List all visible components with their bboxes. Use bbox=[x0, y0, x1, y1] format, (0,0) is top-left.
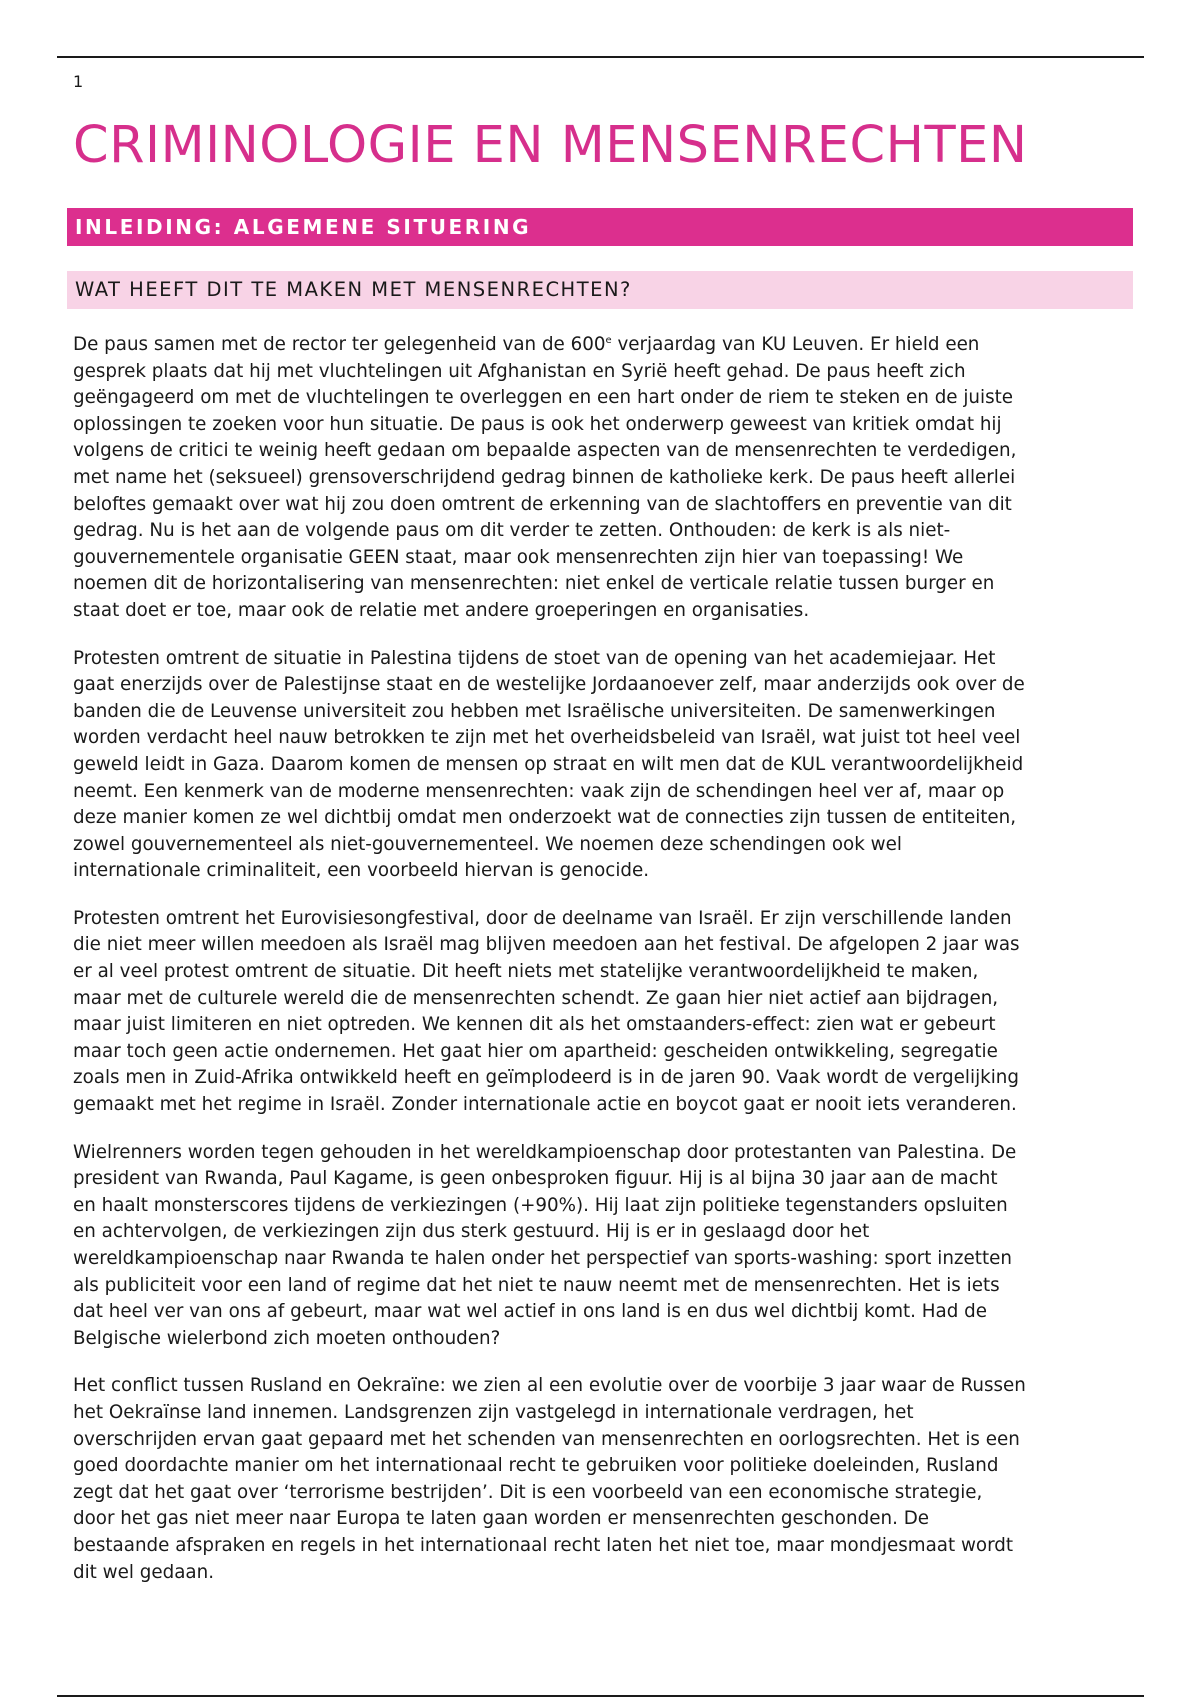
paragraph-line: oplossingen te zoeken voor hun situatie. De paus is ook het onderwerp geweest van kritiek omdat hij bbox=[73, 413, 1002, 435]
paragraph-line: met name het (seksueel) grensoverschrijdend gedrag binnen de katholieke kerk. De paus heeft allerlei bbox=[73, 466, 1016, 488]
top-rule bbox=[57, 56, 1144, 58]
section-heading: INLEIDING: ALGEMENE SITUERING bbox=[67, 208, 1133, 246]
page-number: 1 bbox=[73, 72, 84, 91]
paragraph-line: dat heel ver van ons af gebeurt, maar wat wel actief in ons land is en dus wel dichtbij komt. Had de bbox=[73, 1301, 988, 1323]
paragraph-line: volgens de critici te weinig heeft gedaan om bepaalde aspecten van de mensenrechten te verdedigen, bbox=[73, 440, 1017, 462]
paragraph-line: gedrag. Nu is het aan de volgende paus om dit verder te zetten. Onthouden: de kerk is als niet- bbox=[73, 520, 951, 542]
paragraph-eurovisie bbox=[73, 906, 1148, 1119]
paragraph-line: Protesten omtrent de situatie in Palestina tijdens de stoet van de opening van het academiejaar. Het bbox=[73, 647, 996, 669]
paragraph-line: goed doordachte manier om het internationaal recht te gebruiken voor politieke doeleinden, Rusland bbox=[73, 1455, 999, 1477]
paragraph-line: banden die de Leuvense universiteit zou hebben met Israëlische universiteiten. De samenwerkingen bbox=[73, 700, 996, 722]
paragraph-paus bbox=[73, 332, 1148, 625]
paragraph-line: president van Rwanda, Paul Kagame, is geen onbesproken figuur. Hij is al bijna 30 jaar aan de macht bbox=[73, 1168, 998, 1190]
paragraph-line: overschrijden ervan gaat gepaard met het schenden van mensenrechten en oorlogsrechten. Het is een bbox=[73, 1428, 1020, 1450]
paragraph-line: maar met de culturele wereld die de mensenrechten schendt. Ze gaan hier niet actief aan bijdragen, bbox=[73, 987, 999, 1009]
bottom-rule bbox=[57, 1695, 1144, 1697]
paragraph-line: staat doet er toe, maar ook de relatie met andere groeperingen en organisaties. bbox=[73, 599, 810, 621]
paragraph-line: neemt. Een kenmerk van de moderne mensenrechten: vaak zijn de schendingen heel ver af, maar op bbox=[73, 780, 1005, 802]
paragraph-line: maar juist limiteren en niet optreden. We kennen dit als het omstaanders-effect: zien wat er gebeurt bbox=[73, 1014, 996, 1036]
paragraph-line: worden verdacht heel nauw betrokken te zijn met het overheidsbeleid van Israël, wat juist tot heel veel bbox=[73, 727, 1021, 749]
paragraph-line: door het gas niet meer naar Europa te laten gaan worden er mensenrechten geschonden. De bbox=[73, 1508, 930, 1530]
paragraph-line: wereldkampioenschap naar Rwanda te halen onder het perspectief van sports-washing: sport inzetten bbox=[73, 1248, 1012, 1269]
paragraph-line: deze manier komen ze wel dichtbij omdat men onderzoekt wat de connecties zijn tussen de entiteiten, bbox=[73, 807, 1017, 829]
paragraph-line: maar toch geen actie ondernemen. Het gaat hier om apartheid: gescheiden ontwikkeling, segregatie bbox=[73, 1040, 998, 1062]
paragraph-line: dit wel gedaan. bbox=[73, 1561, 215, 1583]
paragraph-line: Het conflict tussen Rusland en Oekraïne: we zien al een evolutie over de voorbije 3 jaar waar de Russen bbox=[73, 1375, 1026, 1397]
paragraph-line: geëngageerd om met de vluchtelingen te overleggen en een hart onder de riem te steken en de juiste bbox=[73, 387, 1014, 409]
paragraph-palestina bbox=[73, 646, 1148, 885]
paragraph-line: gouvernementele organisatie GEEN staat, maar ook mensenrechten zijn hier van toepassing! We bbox=[73, 546, 964, 568]
paragraph-line: bestaande afspraken en regels in het internationaal recht laten het niet toe, maar mondjesmaat wordt bbox=[73, 1534, 1014, 1556]
paragraph-line: gaat enerzijds over de Palestijnse staat en de westelijke Jordaanoever zelf, maar anderzijds ook over de bbox=[73, 674, 1025, 696]
paragraph-line: als publiciteit voor een land of regime dat het niet te nauw neemt met de mensenrechten. Het is iets bbox=[73, 1274, 1000, 1296]
paragraph-line: internationale criminaliteit, een voorbeeld hiervan is genocide. bbox=[73, 860, 650, 882]
paragraph-line: die niet meer willen meedoen als Israël mag blijven meedoen aan het festival. De afgelopen 2 jaar was bbox=[73, 934, 1020, 956]
paragraph-line: er al veel protest omtrent de situatie. Dit heeft niets met statelijke verantwoordelijkheid te maken, bbox=[73, 961, 979, 983]
paragraph-line: De paus samen met de rector ter gelegenheid van de 600e verjaardag van KU Leuven. Er hield een bbox=[73, 334, 980, 355]
paragraph-line: noemen dit de horizontalisering van mensenrechten: niet enkel de verticale relatie tussen burger en bbox=[73, 573, 995, 595]
paragraph-line: gesprek plaats dat hij met vluchtelingen uit Afghanistan en Syrië heeft gehad. De paus heeft zich bbox=[73, 360, 966, 382]
paragraph-line: beloftes gemaakt over wat hij zou doen omtrent de erkenning van de slachtoffers en preventie van dit bbox=[73, 493, 1012, 515]
paragraph-line: en achtervolgen, de verkiezingen zijn dus sterk gestuurd. Hij is er in geslaagd door het bbox=[73, 1221, 870, 1243]
paragraph-line: zowel gouvernementeel als niet-gouvernementeel. We noemen deze schendingen ook wel bbox=[73, 833, 902, 855]
paragraph-rwanda bbox=[73, 1140, 1148, 1353]
ordinal-superscript: e bbox=[605, 335, 612, 346]
paragraph-rusland bbox=[73, 1373, 1148, 1586]
document-body bbox=[73, 332, 1148, 1607]
section-subheading: WAT HEEFT DIT TE MAKEN MET MENSENRECHTEN? bbox=[67, 271, 1133, 309]
paragraph-line: gemaakt met het regime in Israël. Zonder internationale actie en boycot gaat er nooit iets veranderen. bbox=[73, 1094, 1017, 1116]
paragraph-line: Protesten omtrent het Eurovisiesongfestival, door de deelname van Israël. Er zijn verschillende landen bbox=[73, 907, 1012, 929]
paragraph-line: het Oekraïnse land innemen. Landsgrenzen zijn vastgelegd in internationale verdragen, het bbox=[73, 1401, 914, 1423]
paragraph-line: zoals men in Zuid-Afrika ontwikkeld heeft en geïmplodeerd is in de jaren 90. Vaak wordt de vergelijking bbox=[73, 1067, 1019, 1089]
paragraph-line: zegt dat het gaat over ‘terrorisme bestrijden’. Dit is een voorbeeld van een economische strategie, bbox=[73, 1481, 983, 1503]
paragraph-line: en haalt monsterscores tijdens de verkiezingen (+90%). Hij laat zijn politieke tegenstanders opsluiten bbox=[73, 1194, 1008, 1216]
page-title: CRIMINOLOGIE EN MENSENRECHTEN bbox=[73, 116, 1028, 175]
paragraph-line: geweld leidt in Gaza. Daarom komen de mensen op straat en wilt men dat de KUL verantwoordelijkheid bbox=[73, 753, 1024, 775]
paragraph-line: Wielrenners worden tegen gehouden in het wereldkampioenschap door protestanten van Palestina. De bbox=[73, 1141, 1017, 1163]
paragraph-line: Belgische wielerbond zich moeten onthouden? bbox=[73, 1327, 501, 1349]
